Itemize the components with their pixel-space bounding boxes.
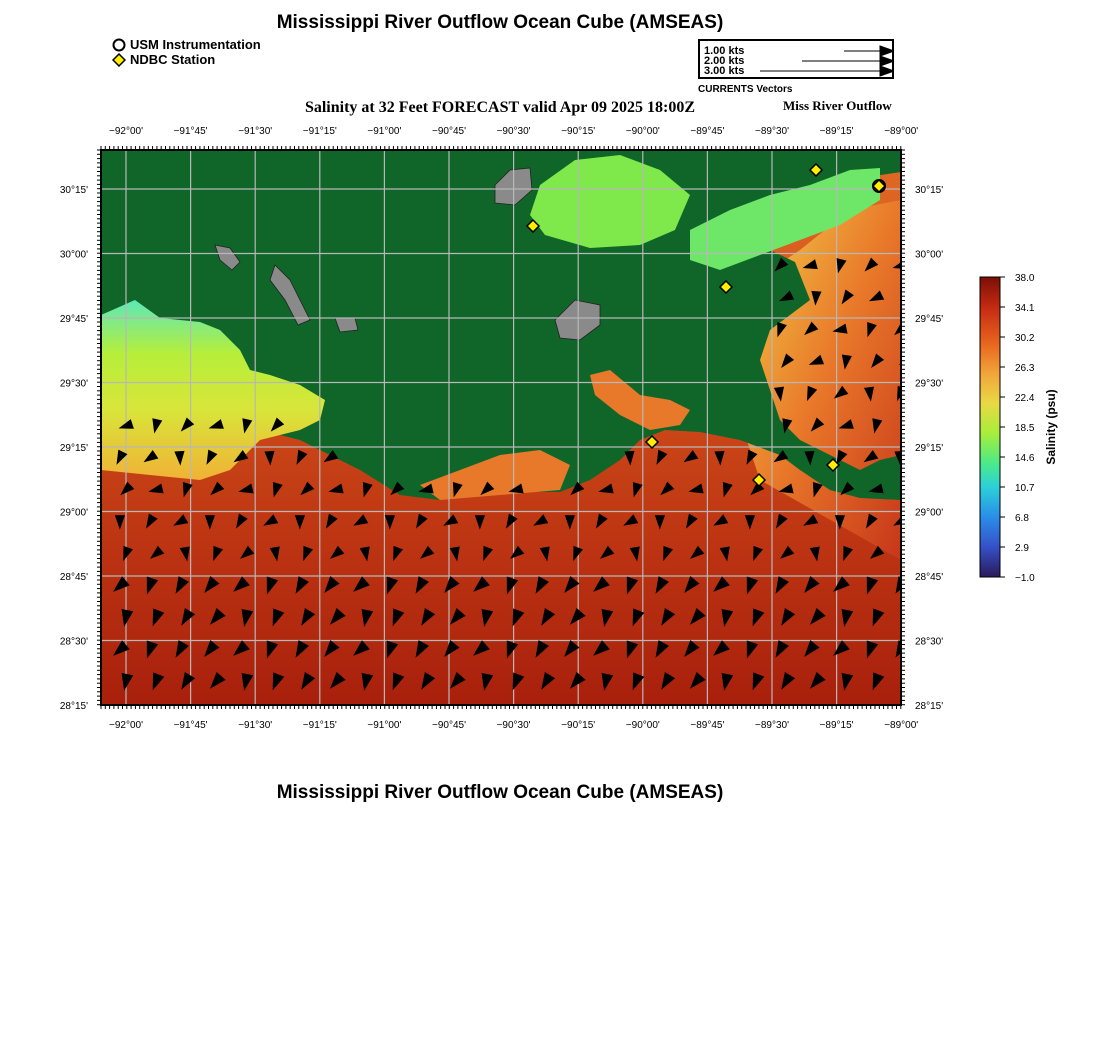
map-subtitle: Salinity at 32 Feet FORECAST valid Apr 09 2025 18:00Z bbox=[304, 99, 696, 116]
colorbar-tick-label: 30.2 bbox=[1015, 333, 1035, 344]
lat-label-right: 30°00' bbox=[915, 249, 944, 261]
lat-label-left: 28°30' bbox=[59, 636, 88, 648]
legend-ndbc-label: NDBC Station bbox=[130, 52, 216, 67]
colorbar-tick-label: 34.1 bbox=[1015, 303, 1035, 314]
lat-labels-left bbox=[60, 185, 88, 712]
lon-label-bottom: −90°45' bbox=[432, 720, 466, 731]
lon-label-top: −92°00' bbox=[109, 126, 143, 137]
lat-label-left: 30°00' bbox=[59, 249, 88, 261]
lon-label-bottom: −90°00' bbox=[625, 720, 660, 731]
lon-label-top: −91°45' bbox=[173, 126, 208, 137]
colorbar-tick-label: 26.3 bbox=[1015, 363, 1035, 374]
lon-labels-top bbox=[109, 126, 918, 137]
main-title: Mississippi River Outflow Ocean Cube (AMSEAS) bbox=[276, 12, 724, 33]
lat-label-left: 28°15' bbox=[59, 701, 88, 712]
lat-label-left: 30°15' bbox=[59, 185, 88, 196]
lon-label-top: −91°30' bbox=[238, 126, 273, 137]
lon-label-bottom: −91°45' bbox=[173, 720, 208, 731]
lat-label-right: 29°15' bbox=[915, 443, 944, 454]
colorbar-ticks bbox=[1000, 273, 1035, 584]
colorbar-tick-label: −1.0 bbox=[1015, 573, 1035, 584]
lat-label-right: 29°30' bbox=[915, 378, 944, 390]
region-tag: Miss River Outflow bbox=[783, 98, 892, 113]
lat-label-left: 29°15' bbox=[59, 443, 88, 454]
lon-label-top: −91°15' bbox=[302, 126, 337, 137]
colorbar-tick-label: 14.6 bbox=[1015, 453, 1035, 464]
lon-label-top: −90°45' bbox=[432, 126, 466, 137]
colorbar-tick-label: 38.0 bbox=[1015, 273, 1035, 284]
lat-label-right: 29°45' bbox=[915, 314, 944, 325]
lon-label-bottom: −91°00' bbox=[367, 720, 402, 731]
lat-label-right: 30°15' bbox=[915, 185, 944, 196]
lon-label-top: −90°30' bbox=[496, 126, 531, 137]
colorbar-tick-label: 10.7 bbox=[1015, 483, 1035, 494]
lon-label-top: −91°00' bbox=[367, 126, 402, 137]
lon-label-top: −89°30' bbox=[755, 126, 789, 137]
lon-label-top: −89°00' bbox=[884, 126, 919, 137]
colorbar-tick-label: 6.8 bbox=[1015, 513, 1029, 524]
lat-label-right: 29°00' bbox=[915, 507, 944, 519]
colorbar-tick-label: 18.5 bbox=[1015, 423, 1035, 434]
lat-label-right: 28°45' bbox=[915, 572, 944, 583]
lon-label-bottom: −90°15' bbox=[561, 720, 596, 731]
footer-title: Mississippi River Outflow Ocean Cube (AMSEAS) bbox=[276, 782, 724, 803]
vector-scale-title: CURRENTS Vectors bbox=[698, 84, 793, 95]
lon-label-bottom: −91°15' bbox=[302, 720, 337, 731]
lat-label-left: 29°45' bbox=[59, 314, 88, 325]
lon-label-bottom: −89°45' bbox=[690, 720, 725, 731]
lat-label-left: 29°00' bbox=[59, 507, 88, 519]
colorbar-label: Salinity (psu) bbox=[1044, 389, 1058, 465]
colorbar bbox=[980, 277, 1000, 577]
lon-label-bottom: −89°15' bbox=[819, 720, 854, 731]
colorbar-tick-label: 22.4 bbox=[1015, 393, 1035, 404]
lon-label-bottom: −89°00' bbox=[884, 720, 919, 731]
lon-label-bottom: −89°30' bbox=[755, 720, 789, 731]
lon-label-bottom: −91°30' bbox=[238, 720, 273, 731]
colorbar-tick-label: 2.9 bbox=[1015, 543, 1029, 554]
lat-labels-right bbox=[915, 185, 943, 712]
lon-label-bottom: −90°30' bbox=[496, 720, 531, 731]
lon-label-bottom: −92°00' bbox=[109, 720, 143, 731]
lon-label-top: −89°15' bbox=[819, 126, 854, 137]
lon-label-top: −90°15' bbox=[561, 126, 596, 137]
lat-label-right: 28°15' bbox=[915, 701, 944, 712]
lat-label-left: 29°30' bbox=[59, 378, 88, 390]
vector-scale-1: 1.00 kts bbox=[704, 45, 745, 57]
legend-usm-label: USM Instrumentation bbox=[130, 37, 261, 52]
lat-label-right: 28°30' bbox=[915, 636, 944, 648]
vector-scale-3: 3.00 kts bbox=[704, 65, 745, 77]
lon-labels-bottom bbox=[109, 720, 918, 731]
lon-label-top: −90°00' bbox=[625, 126, 660, 137]
lat-label-left: 28°45' bbox=[59, 572, 88, 583]
vector-scale-2: 2.00 kts bbox=[704, 55, 745, 67]
lon-label-top: −89°45' bbox=[690, 126, 725, 137]
